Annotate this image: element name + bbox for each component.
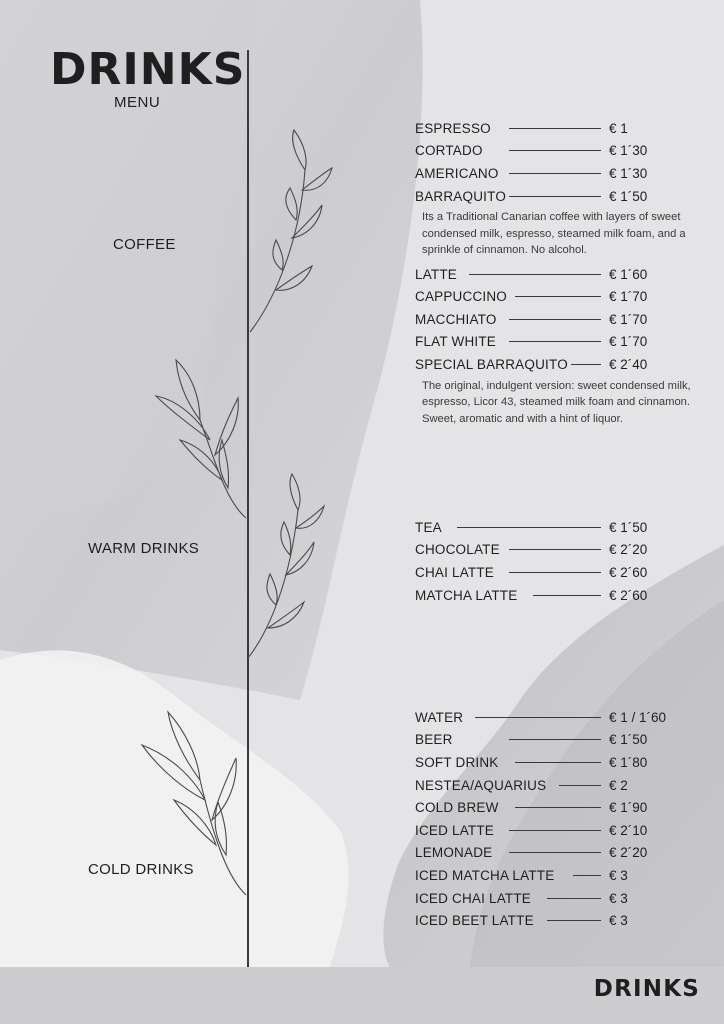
item-name: COLD BREW xyxy=(415,800,499,816)
item-name: SPECIAL BARRAQUITO xyxy=(415,357,568,373)
item-name: LATTE xyxy=(415,266,458,282)
item-name: WATER xyxy=(415,709,464,725)
section-label-warm-drinks: WARM DRINKS xyxy=(88,540,200,557)
menu-item xyxy=(415,819,715,842)
item-name: ESPRESSO xyxy=(415,120,491,136)
menu-item xyxy=(415,331,715,354)
menu-item xyxy=(415,842,715,865)
item-name: CHOCOLATE xyxy=(415,542,500,558)
item-name: ICED MATCHA LATTE xyxy=(415,867,555,883)
item-description: The original, indulgent version: sweet condensed milk, espresso, Licor 43, steamed milk foam and cinnamon. Sweet, aromatic and with a hint of liquor. xyxy=(422,379,691,425)
menu-item xyxy=(415,353,715,376)
item-name: CORTADO xyxy=(415,143,483,159)
item-price: € 1´60 xyxy=(609,266,648,282)
item-price: € 1´50 xyxy=(609,188,648,204)
page-subtitle: MENU xyxy=(114,94,161,111)
menu-item xyxy=(415,263,715,286)
menu-item xyxy=(415,864,715,887)
menu-item xyxy=(415,706,715,729)
item-name: ICED LATTE xyxy=(415,822,495,838)
footer-label: DRINKS xyxy=(593,976,700,1002)
menu-item xyxy=(415,751,715,774)
menu-item xyxy=(415,162,715,185)
item-name: AMERICANO xyxy=(415,165,499,181)
menu-item xyxy=(415,117,715,140)
item-price: € 3 xyxy=(609,890,628,906)
menu-item xyxy=(415,539,715,562)
item-name: TEA xyxy=(415,519,442,535)
item-name: MATCHA LATTE xyxy=(415,587,518,603)
item-name: ICED BEET LATTE xyxy=(415,913,534,929)
item-name: FLAT WHITE xyxy=(415,334,497,350)
item-name: CHAI LATTE xyxy=(415,564,495,580)
item-price: € 1´70 xyxy=(609,334,648,350)
section-label-cold-drinks: COLD DRINKS xyxy=(88,861,194,878)
item-name: LEMONADE xyxy=(415,845,493,861)
item-price: € 2´60 xyxy=(609,587,648,603)
item-price: € 1´30 xyxy=(609,143,648,159)
menu-item xyxy=(415,185,715,208)
item-name: NESTEA/AQUARIUS xyxy=(415,777,547,793)
menu-item xyxy=(415,516,715,539)
item-description: Its a Traditional Canarian coffee with layers of sweet condensed milk, espresso, steamed milk foam, and a sprinkle of cinnamon. No alcohol. xyxy=(422,211,686,257)
coffee-menu xyxy=(415,117,715,431)
item-price: € 1´50 xyxy=(609,732,648,748)
section-label-coffee: COFFEE xyxy=(113,236,176,253)
item-price: € 1 / 1´60 xyxy=(609,709,667,725)
item-name: SOFT DRINK xyxy=(415,754,499,770)
item-name: ICED CHAI LATTE xyxy=(415,890,532,906)
item-price: € 1´70 xyxy=(609,311,648,327)
menu-item xyxy=(415,561,715,584)
item-price: € 2 xyxy=(609,777,628,793)
menu-item xyxy=(415,285,715,308)
page-title: DRINKS xyxy=(50,44,246,95)
menu-item xyxy=(415,774,715,797)
item-price: € 2´60 xyxy=(609,564,648,580)
item-price: € 3 xyxy=(609,913,628,929)
item-price: € 2´10 xyxy=(609,822,648,838)
menu-item xyxy=(415,584,715,607)
item-name: BEER xyxy=(415,732,453,748)
item-price: € 1´70 xyxy=(609,289,648,305)
item-price: € 3 xyxy=(609,867,628,883)
item-name: MACCHIATO xyxy=(415,311,497,327)
item-price: € 2´20 xyxy=(609,542,648,558)
warm-drinks-menu xyxy=(415,516,715,606)
item-name: CAPPUCCINO xyxy=(415,289,508,305)
item-price: € 1´50 xyxy=(609,519,648,535)
menu-item xyxy=(415,140,715,163)
item-price: € 1´90 xyxy=(609,800,648,816)
item-price: € 1´30 xyxy=(609,165,648,181)
menu-item xyxy=(415,887,715,910)
item-price: € 2´20 xyxy=(609,845,648,861)
menu-item xyxy=(415,796,715,819)
menu-item xyxy=(415,308,715,331)
item-price: € 1´80 xyxy=(609,754,648,770)
item-price: € 1 xyxy=(609,120,628,136)
cold-drinks-menu xyxy=(415,706,715,932)
item-price: € 2´40 xyxy=(609,357,648,373)
menu-item xyxy=(415,729,715,752)
menu-item xyxy=(415,909,715,932)
item-name: BARRAQUITO xyxy=(415,188,507,204)
